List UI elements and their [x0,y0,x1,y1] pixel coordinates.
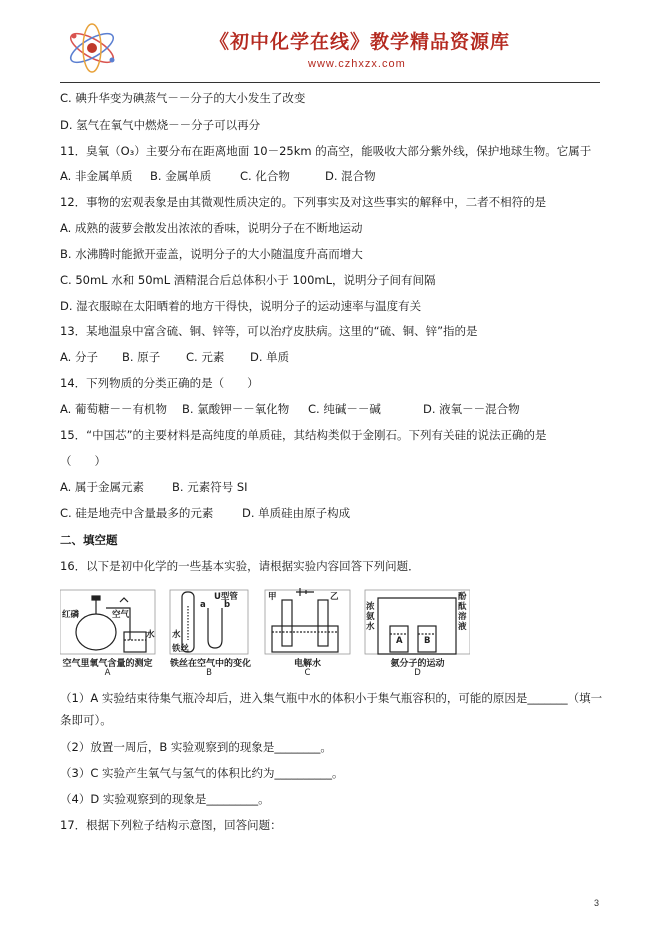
label-a: a [200,600,206,610]
q14-option-a: A. 葡萄糖－－有机物 [60,402,167,416]
q15-options-cd [60,505,350,521]
q11-option-c: C. 化合物 [240,169,290,183]
q10-option-d: D. 氢气在氧气中燃烧－－分子可以再分 [60,118,261,132]
q15-option-d: D. 单质硅由原子构成 [242,506,351,520]
letter-d: D [414,668,421,678]
q15-options-ab [60,479,248,495]
caption-b: 铁丝在空气中的变化 [170,659,252,669]
q16-part-3: （3）C 实验产生氧气与氢气的体积比约为__________。 [60,766,344,780]
label-air: 空气 [112,610,130,620]
header-divider [60,82,600,83]
section-title-fill-in: 二、填空题 [60,533,118,547]
q13-option-c: C. 元素 [186,350,225,364]
label-phenol: 酚酞溶液 [458,592,467,632]
q13-options [60,349,289,365]
q15-option-a: A. 属于金属元素 [60,480,144,494]
q16-stem: 16．以下是初中化学的一些基本实验，请根据实验内容回答下列问题． [60,559,420,573]
experiment-figure [60,588,470,680]
q13-stem: 13．某地温泉中富含硫、铜、锌等，可以治疗皮肤病。这里的“硫、铜、锌”指的是 [60,324,478,338]
q17-stem: 17．根据下列粒子结构示意图，回答问题： [60,818,282,832]
q12-stem: 12．事物的宏观表象是由其微观性质决定的。下列事实及对这些事实的解释中，二者不相符的是 [60,195,547,209]
label-b: b [224,600,231,610]
caption-d: 氨分子的运动 [390,659,445,669]
q12-option-c: C. 50mL 水和 50mL 酒精混合后总体积小于 100mL，说明分子间有间隔 [60,273,436,287]
q10-option-c: C. 碘升华变为碘蒸气－－分子的大小发生了改变 [60,91,306,105]
label-red-phosphorus: 红磷 [62,610,80,620]
label-water-b: 水 [172,630,181,640]
caption-c: 电解水 [293,659,321,669]
q14-option-b: B. 氯酸钾－－氧化物 [182,402,290,416]
q11-option-a: A. 非金属单质 [60,169,133,183]
q11-options [60,168,376,184]
q13-option-d: D. 单质 [250,350,290,364]
q11-option-d: D. 混合物 [325,169,376,183]
label-yi: 乙 [330,592,339,602]
label-water-a: 水 [146,630,155,640]
header-url[interactable]: www.czhxzx.com [308,58,406,70]
q12-option-b: B. 水沸腾时能掀开壶盖，说明分子的大小随温度升高而增大 [60,247,363,261]
q16-part-1: （1）A 实验结束待集气瓶冷却后，进入集气瓶中水的体积小于集气瓶容积的，可能的原因是_______（填一 [60,691,603,705]
caption-a: 空气里氧气含量的测定 [62,659,153,669]
label-beaker-a: A [396,636,403,646]
q13-option-a: A. 分子 [60,350,98,364]
q15-option-b: B. 元素符号 SI [172,480,248,494]
label-beaker-b: B [424,636,431,646]
label-ammonia: 浓氨水 [366,602,375,632]
q14-stem: 14．下列物质的分类正确的是（ ） [60,376,259,390]
q14-option-d: D. 液氧－－混合物 [423,402,520,416]
header-title: 《初中化学在线》教学精品资源库 [210,31,511,53]
q14-option-c: C. 纯碱－－碱 [308,402,381,416]
letter-a: A [104,668,111,678]
q11-stem: 11．臭氧（O₃）主要分布在距离地面 10－25km 的高空，能吸收大部分紫外线，保护地球生物。它属于 [60,144,592,158]
q14-options [60,401,520,417]
label-iron-wire: 铁丝 [172,644,190,654]
q16-part-4: （4）D 实验观察到的现象是_________。 [60,792,270,806]
q11-option-b: B. 金属单质 [150,169,212,183]
q12-option-d: D. 湿衣服晾在太阳晒着的地方干得快，说明分子的运动速率与温度有关 [60,299,422,313]
page-number: 3 [594,898,600,908]
label-u-tube: U型管 [214,592,238,602]
label-jia: 甲 [268,592,277,602]
header-banner [60,18,605,80]
letter-b: B [206,668,212,678]
q16-part-2: （2）放置一周后，B 实验观察到的现象是________。 [60,740,332,754]
q15-stem: 15．“中国芯”的主要材料是高纯度的单质硅，其结构类似于金刚石。下列有关硅的说法正确的是 [60,428,547,442]
q13-option-b: B. 原子 [122,350,161,364]
q15-paren: （ ） [60,454,106,468]
q16-part-1-cont: 条即可）。 [60,713,112,727]
letter-c: C [304,668,311,678]
atom-logo-icon [64,20,120,76]
q12-option-a: A. 成熟的菠萝会散发出浓浓的香味，说明分子在不断地运动 [60,221,363,235]
q15-option-c: C. 硅是地壳中含量最多的元素 [60,506,214,520]
